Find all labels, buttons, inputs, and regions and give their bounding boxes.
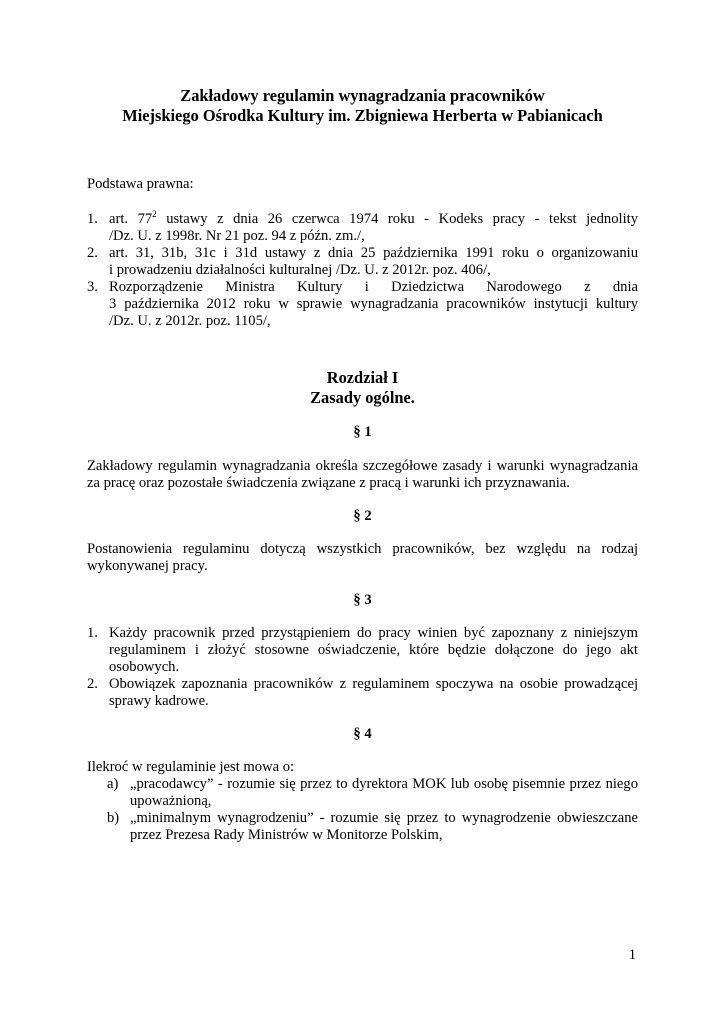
list-item-line: i prowadzeniu działalności kulturalnej /Dz. U. z 2012r. poz. 406/, bbox=[109, 262, 491, 278]
list-item-line: upoważnioną, bbox=[130, 793, 212, 809]
list-item-line: Obowiązek zapoznania pracowników z regulaminem spoczywa na osobie prowadzącej bbox=[109, 676, 638, 692]
list-item-line: /Dz. U. z 2012r. poz. 1105/, bbox=[109, 313, 271, 329]
list-item-text: art. 77 bbox=[109, 211, 153, 227]
list-item-line: „minimalnym wynagrodzeniu” - rozumie się przez to wynagrodzenie obwieszczane bbox=[130, 810, 638, 826]
list-item-line: regulaminem i złożyć stosowne oświadczenie, które będzie dołączone do jego akt bbox=[109, 642, 638, 658]
list-item-line: Każdy pracownik przed przystąpieniem do pracy winien być zapoznany z niniejszym bbox=[109, 625, 638, 641]
list-item-line: przez Prezesa Rady Ministrów w Monitorze Polskim, bbox=[130, 827, 443, 843]
list-marker: 1. bbox=[87, 625, 98, 641]
list-item bbox=[87, 676, 638, 710]
section-3-list bbox=[87, 625, 638, 710]
list-marker: 1. bbox=[87, 211, 98, 227]
list-item-line: Rozporządzenie Ministra Kultury i Dziedzictwa Narodowego z dnia bbox=[109, 279, 638, 295]
paragraph-line: Zakładowy regulamin wynagradzania określa szczegółowe zasady i warunki wynagradzania bbox=[87, 458, 638, 474]
paragraph-line: za pracę oraz pozostałe świadczenia związane z pracą i warunki ich przyznawania. bbox=[87, 475, 570, 491]
list-item bbox=[87, 776, 638, 810]
list-item bbox=[87, 211, 638, 245]
paragraph-line: Postanowienia regulaminu dotyczą wszystkich pracowników, bez względu na rodzaj bbox=[87, 541, 638, 557]
section-4-intro: Ilekroć w regulaminie jest mowa o: bbox=[87, 759, 295, 775]
list-item-line: art. 31, 31b, 31c i 31d ustawy z dnia 25 października 1991 roku o organizowaniu bbox=[109, 245, 638, 261]
section-4-list bbox=[87, 776, 638, 844]
list-marker: 3. bbox=[87, 279, 98, 295]
list-item-line bbox=[109, 211, 638, 228]
document-page bbox=[87, 0, 638, 1024]
list-marker: a) bbox=[107, 776, 119, 792]
section-heading-4: § 4 bbox=[353, 726, 372, 742]
chapter-subtitle: Zasady ogólne. bbox=[310, 388, 415, 407]
chapter-heading bbox=[87, 368, 638, 408]
list-item-text: ustawy z dnia 26 czerwca 1974 roku - Kodeks pracy - tekst jednolity bbox=[156, 211, 638, 227]
list-marker: 2. bbox=[87, 676, 98, 692]
title-line-1: Zakładowy regulamin wynagradzania pracowników bbox=[180, 86, 545, 105]
list-marker: b) bbox=[107, 810, 120, 826]
list-item bbox=[87, 810, 638, 844]
list-item-line: 3 października 2012 roku w sprawie wynagradzania pracowników instytucji kultury bbox=[109, 296, 638, 312]
page-number: 1 bbox=[628, 947, 636, 963]
title-line-2: Miejskiego Ośrodka Kultury im. Zbigniewa Herberta w Pabianicach bbox=[122, 106, 603, 125]
section-1-text bbox=[87, 458, 638, 492]
list-item-line: /Dz. U. z 1998r. Nr 21 poz. 94 z późn. zm./, bbox=[109, 228, 365, 244]
chapter-title: Rozdział I bbox=[326, 368, 399, 387]
list-item bbox=[87, 279, 638, 330]
section-heading-2: § 2 bbox=[353, 508, 372, 524]
list-item-line: osobowych. bbox=[109, 659, 180, 675]
paragraph-line: wykonywanej pracy. bbox=[87, 558, 208, 574]
list-item-line: sprawy kadrowe. bbox=[109, 693, 209, 709]
legal-basis-list bbox=[87, 211, 638, 330]
list-item-line: „pracodawcy” - rozumie się przez to dyrektora MOK lub osobę pisemnie przez niego bbox=[130, 776, 638, 792]
list-item bbox=[87, 245, 638, 279]
superscript: 2 bbox=[152, 209, 157, 220]
list-item bbox=[87, 625, 638, 676]
section-heading-3: § 3 bbox=[353, 592, 372, 608]
list-marker: 2. bbox=[87, 245, 98, 261]
section-heading-1: § 1 bbox=[353, 424, 372, 440]
legal-basis-label: Podstawa prawna: bbox=[87, 176, 194, 192]
section-2-text bbox=[87, 541, 638, 575]
document-title bbox=[87, 86, 638, 126]
